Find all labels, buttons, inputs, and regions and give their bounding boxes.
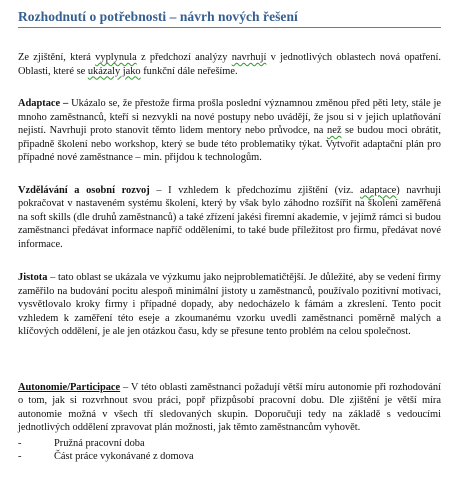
paragraph-intro [18, 51, 441, 78]
text-run: funkční dále neřešíme. [140, 65, 238, 77]
list-item [18, 437, 441, 451]
paragraph-jistota [18, 271, 441, 339]
paragraph-lead: Adaptace – [18, 98, 69, 109]
text-run: – I vzhledem k předchozímu zjištění (viz. [149, 184, 360, 196]
grammar-flag: vyplynula [95, 52, 137, 63]
list-bullet: - [18, 437, 22, 449]
grammar-flag: adaptace [359, 184, 397, 196]
list-item-text: Pružná pracovní doba [54, 437, 145, 449]
paragraph-lead: Autonomie/Participace [18, 381, 121, 393]
text-run: se budou moci obrátit, připadně školení nebo workshop, který se bude této problematiky týkat. Vytvořit adaptační plán pro případné nové zaměstnance – min. přijdou k technologům. [18, 125, 441, 163]
section-heading: Rozhodnutí o potřebnosti – návrh nových řešení [18, 9, 298, 24]
dash-list [18, 437, 441, 464]
heading-underline [18, 27, 441, 28]
text-run: z předchozí analýzy [136, 52, 232, 63]
grammar-flag: navrhují [231, 52, 267, 63]
text-run: v jednotlivých oblastech nová opatření. Oblasti, které se [18, 52, 441, 77]
paragraph-lead: Vzdělávání a osobní rozvoj [18, 184, 150, 196]
list-item [18, 450, 441, 464]
grammar-flag: ukázaly jako [87, 65, 141, 77]
list-item-text: Část práce vykonávané z domova [54, 451, 194, 462]
paragraph-adaptace [18, 97, 441, 165]
grammar-flag: než [327, 125, 342, 136]
paragraph-autonomie [18, 381, 441, 435]
paragraph-lead: Jistota [18, 272, 48, 283]
text-run: Ze zjištění, která [18, 52, 96, 63]
text-run: – V této oblasti zaměstnanci požadují větší míru autonomie při rozhodování o tom, jak si rozvrhnout svou práci, popř přizpůsobí pracovní dobu. Dle zjištění je větší míra autonomie možná v všech tří sledovaných skupin. Doporučuji tedy na základě s vedoucími jednotlivých oddělení zpravovat plán možnosti, jak těmto zaměstnancům vyhovět. [18, 381, 441, 433]
list-bullet: - [18, 451, 22, 462]
paragraph-vzdelavani [18, 184, 441, 252]
text-run: – tato oblast se ukázala ve výzkumu jako nejproblematičtější. Je důležité, aby se vedení firmy zaměřilo na budování pocitu alespoň minimální jistoty u zaměstnanců, používalo pozitivní motivaci, vysvětlovalo kroky firmy i případné dopady, aby nedocházelo k fámám a zkreslení. Tento pocit vzhledem k zaměření této eseje a zkoumanému vzorku uvedli zaměstnanci poměrně malých a klíčových oddělení, je ale jen otázkou času, kdy se přesune tento problém na celou společnost. [18, 272, 441, 337]
text-run: ) navrhuji pokračovat v nastaveném systému školení, který by však bylo záhodno rozšířit na školení zaměřená na soft skills (dle druhů zaměstnanců) a také zřízení jakési firemní akademie, v jejímž rámci si budou zaměstnanci předávat informace napříč odděleními, to také bude příležitost pro firmu, předávat nové informace. [18, 184, 442, 250]
text-run: Ukázalo se, že přestože firma prošla poslední významnou změnou před pěti lety, stále je mnoho zaměstnanců, kteří si nezvykli na nové postupy nebo uvádějí, že jsou si v jejich uplatňování nejistí. Navrhuji proto stanovit těmto lidem mentory nebo průvodce, na [18, 98, 442, 136]
